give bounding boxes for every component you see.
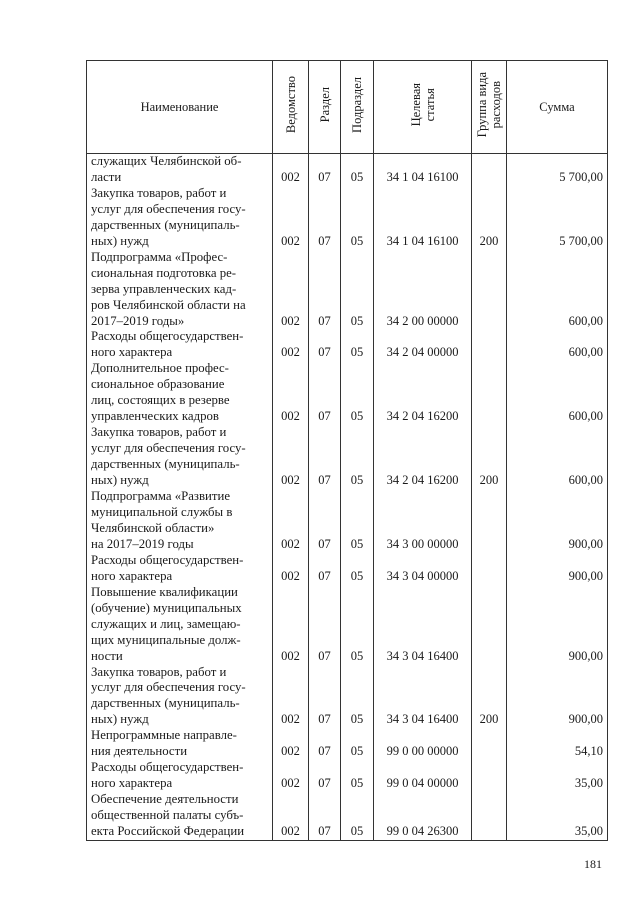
row-subsection: 05: [341, 154, 374, 186]
table-row: [87, 425, 608, 489]
row-name: Непрограммные направле- ния деятельности: [87, 728, 273, 760]
row-sum: 600,00: [507, 329, 608, 361]
row-subsection: 05: [341, 792, 374, 840]
row-target-article: 99 0 04 00000: [374, 760, 472, 792]
row-section: 07: [309, 154, 341, 186]
row-target-article: 34 3 04 16400: [374, 585, 472, 665]
row-target-article: 34 3 04 00000: [374, 553, 472, 585]
table-row: [87, 760, 608, 792]
row-section: 07: [309, 186, 341, 250]
table-row: [87, 361, 608, 425]
row-target-article: 34 1 04 16100: [374, 154, 472, 186]
row-expense-group: 200: [472, 425, 507, 489]
row-sum: 54,10: [507, 728, 608, 760]
row-department: 002: [273, 250, 309, 330]
row-expense-group: [472, 361, 507, 425]
row-expense-group: [472, 792, 507, 840]
row-department: 002: [273, 186, 309, 250]
table-row: [87, 553, 608, 585]
row-section: 07: [309, 760, 341, 792]
table-row: [87, 792, 608, 840]
row-subsection: 05: [341, 250, 374, 330]
row-name: Закупка товаров, работ и услуг для обеспечения госу- дарственных (муниципаль- ных) нужд: [87, 186, 273, 250]
row-name: Расходы общегосударствен- ного характера: [87, 760, 273, 792]
header-sum: Сумма: [507, 61, 608, 154]
row-name: Подпрограмма «Профес- сиональная подготовка ре- зерва управленческих кад- ров Челябинской области на 2017–2019 годы»: [87, 250, 273, 330]
row-subsection: 05: [341, 186, 374, 250]
row-department: 002: [273, 425, 309, 489]
row-section: 07: [309, 250, 341, 330]
row-sum: 900,00: [507, 489, 608, 553]
row-section: 07: [309, 329, 341, 361]
row-department: 002: [273, 792, 309, 840]
row-target-article: 34 2 04 00000: [374, 329, 472, 361]
row-target-article: 34 2 04 16200: [374, 361, 472, 425]
row-subsection: 05: [341, 553, 374, 585]
row-department: 002: [273, 760, 309, 792]
row-name: Расходы общегосударствен- ного характера: [87, 329, 273, 361]
table-header-row: [87, 61, 608, 154]
row-section: 07: [309, 553, 341, 585]
row-expense-group: [472, 553, 507, 585]
table-row: [87, 186, 608, 250]
row-name: Подпрограмма «Развитие муниципальной службы в Челябинской области» на 2017–2019 годы: [87, 489, 273, 553]
row-sum: 35,00: [507, 792, 608, 840]
row-sum: 600,00: [507, 250, 608, 330]
row-subsection: 05: [341, 489, 374, 553]
row-subsection: 05: [341, 329, 374, 361]
row-subsection: 05: [341, 425, 374, 489]
row-section: 07: [309, 792, 341, 840]
row-section: 07: [309, 489, 341, 553]
row-sum: 35,00: [507, 760, 608, 792]
row-name: Повышение квалификации (обучение) муниципальных служащих и лиц, замещаю- щих муниципальные долж- ности: [87, 585, 273, 665]
header-department: Ведомство: [273, 61, 309, 154]
row-expense-group: 200: [472, 186, 507, 250]
table-row: [87, 585, 608, 665]
row-section: 07: [309, 361, 341, 425]
row-target-article: 34 3 04 16400: [374, 665, 472, 729]
header-section: Раздел: [309, 61, 341, 154]
row-sum: 600,00: [507, 425, 608, 489]
row-target-article: 34 1 04 16100: [374, 186, 472, 250]
row-section: 07: [309, 728, 341, 760]
row-sum: 600,00: [507, 361, 608, 425]
header-target-article: Целевая статья: [374, 61, 472, 154]
row-target-article: 34 2 00 00000: [374, 250, 472, 330]
row-sum: 900,00: [507, 553, 608, 585]
row-expense-group: [472, 728, 507, 760]
table-row: [87, 489, 608, 553]
row-department: 002: [273, 489, 309, 553]
row-name: Закупка товаров, работ и услуг для обеспечения госу- дарственных (муниципаль- ных) нужд: [87, 665, 273, 729]
row-target-article: 34 2 04 16200: [374, 425, 472, 489]
row-sum: 5 700,00: [507, 154, 608, 186]
header-name: Наименование: [87, 61, 273, 154]
row-department: 002: [273, 329, 309, 361]
row-expense-group: [472, 154, 507, 186]
row-expense-group: 200: [472, 665, 507, 729]
row-section: 07: [309, 425, 341, 489]
row-name: служащих Челябинской об- ласти: [87, 154, 273, 186]
table-row: [87, 665, 608, 729]
table-row: [87, 250, 608, 330]
row-expense-group: [472, 489, 507, 553]
row-section: 07: [309, 585, 341, 665]
row-section: 07: [309, 665, 341, 729]
row-name: Расходы общегосударствен- ного характера: [87, 553, 273, 585]
row-expense-group: [472, 760, 507, 792]
row-subsection: 05: [341, 361, 374, 425]
row-subsection: 05: [341, 665, 374, 729]
row-target-article: 99 0 00 00000: [374, 728, 472, 760]
row-name: Обеспечение деятельности общественной палаты субъ- екта Российской Федерации: [87, 792, 273, 840]
row-target-article: 34 3 00 00000: [374, 489, 472, 553]
budget-table: [86, 60, 608, 841]
table-row: [87, 329, 608, 361]
row-department: 002: [273, 361, 309, 425]
row-department: 002: [273, 585, 309, 665]
row-department: 002: [273, 665, 309, 729]
row-name: Дополнительное профес- сиональное образование лиц, состоящих в резерве управленческих кадров: [87, 361, 273, 425]
row-subsection: 05: [341, 585, 374, 665]
row-department: 002: [273, 154, 309, 186]
row-expense-group: [472, 585, 507, 665]
row-subsection: 05: [341, 728, 374, 760]
page-number: 181: [584, 857, 602, 871]
row-sum: 900,00: [507, 665, 608, 729]
header-subsection: Подраздел: [341, 61, 374, 154]
row-sum: 5 700,00: [507, 186, 608, 250]
row-department: 002: [273, 553, 309, 585]
row-expense-group: [472, 329, 507, 361]
table-row: [87, 728, 608, 760]
table-row: [87, 154, 608, 186]
table-body: [87, 154, 608, 841]
row-department: 002: [273, 728, 309, 760]
header-expense-group: Группа вида расходов: [472, 61, 507, 154]
row-target-article: 99 0 04 26300: [374, 792, 472, 840]
row-name: Закупка товаров, работ и услуг для обеспечения госу- дарственных (муниципаль- ных) нужд: [87, 425, 273, 489]
row-expense-group: [472, 250, 507, 330]
row-subsection: 05: [341, 760, 374, 792]
row-sum: 900,00: [507, 585, 608, 665]
